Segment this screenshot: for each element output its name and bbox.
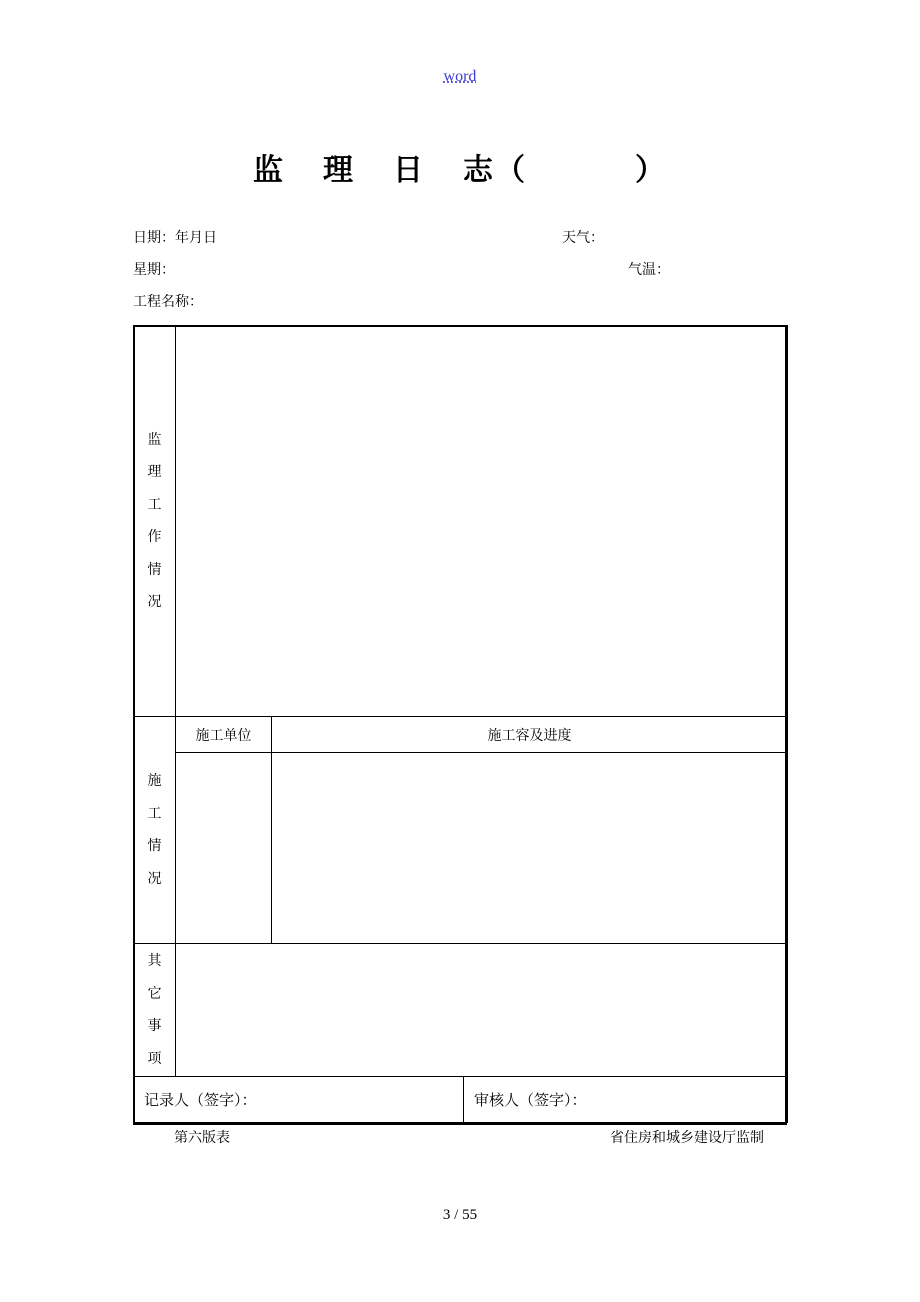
weather-field: 天气： (562, 230, 604, 246)
work-section-row (134, 326, 788, 717)
label-char: 施 (147, 773, 162, 789)
issuer-note: 省住房和城乡建设厅监制 (610, 1130, 764, 1146)
label-char: 它 (147, 985, 162, 1002)
label-char: 理 (147, 464, 162, 480)
construction-body-row (134, 753, 788, 944)
work-content-area[interactable] (176, 326, 788, 717)
construction-content-cell[interactable] (272, 753, 788, 944)
label-char: 况 (147, 594, 162, 610)
label-char: 项 (147, 1050, 162, 1067)
date-field: 日期：年月日 (133, 230, 217, 246)
label-char: 监 (147, 431, 162, 448)
title-open-paren: （ (495, 153, 527, 188)
title-char: 日 (393, 153, 425, 188)
title-char: 监 (253, 153, 285, 188)
page-number: 3 / 55 (442, 1207, 478, 1223)
other-content-area[interactable] (176, 944, 788, 1077)
signature-row (134, 1077, 788, 1123)
title-char: 志 (463, 153, 495, 188)
page-title (0, 145, 920, 189)
reviewer-signature[interactable]: 审核人（签字）： (464, 1077, 788, 1123)
construction-unit-header: 施工单位 (176, 717, 272, 753)
label-char: 其 (147, 953, 162, 969)
other-section-row (134, 944, 788, 1077)
construction-section-label (134, 717, 176, 944)
construction-unit-cell[interactable] (176, 753, 272, 944)
label-char: 工 (147, 496, 162, 513)
title-char: 理 (323, 153, 355, 188)
weekday-field: 星期： (133, 262, 175, 278)
log-form-table (133, 325, 788, 1123)
label-char: 情 (147, 561, 162, 578)
header-link[interactable] (0, 68, 920, 86)
header-link-text[interactable]: word (443, 68, 477, 85)
title-close-paren: ） (635, 153, 667, 188)
label-char: 况 (147, 870, 162, 887)
other-section-label (134, 944, 176, 1077)
form-version: 第六版表 (174, 1130, 230, 1146)
label-char: 事 (147, 1018, 162, 1034)
construction-header-row (134, 717, 788, 753)
temperature-field: 气温： (628, 262, 670, 278)
recorder-signature[interactable]: 记录人（签字）： (134, 1077, 464, 1123)
construction-content-header: 施工容及进度 (272, 717, 788, 753)
project-name-field: 工程名称： (133, 294, 203, 310)
label-char: 作 (147, 529, 162, 545)
label-char: 工 (147, 805, 162, 822)
label-char: 情 (147, 838, 162, 854)
work-section-label (134, 326, 176, 717)
